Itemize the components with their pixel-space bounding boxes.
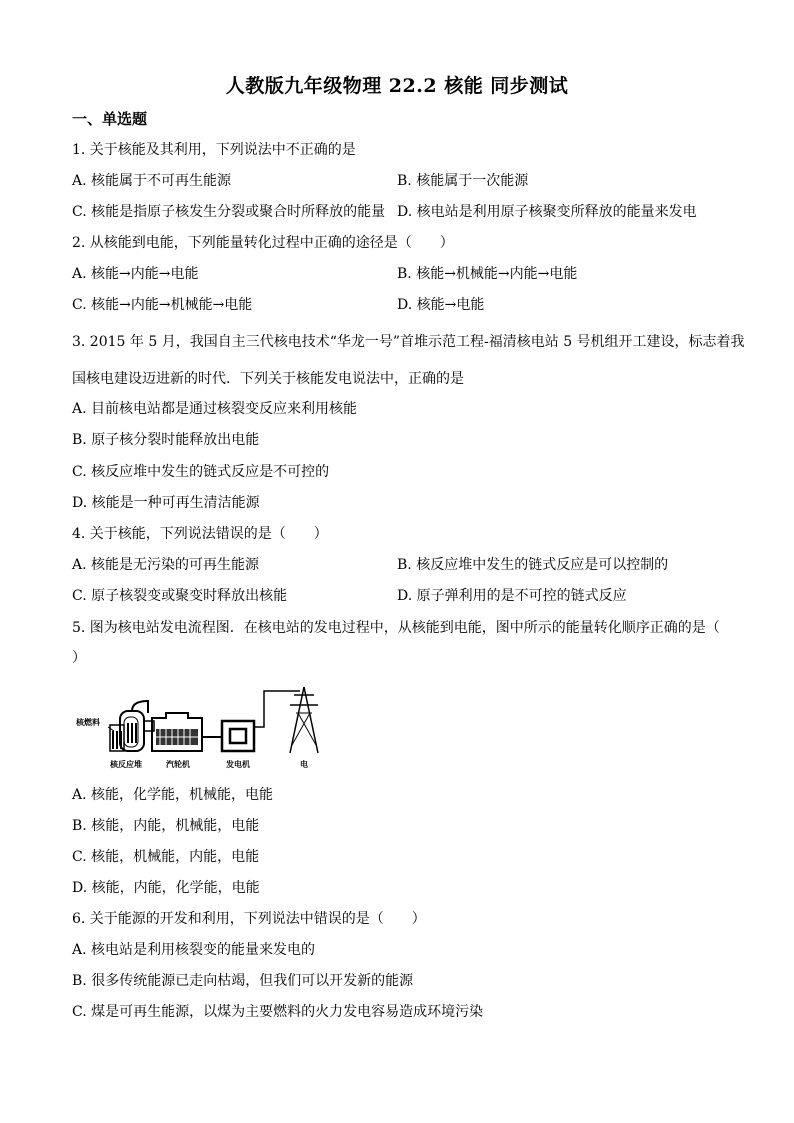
diagram-label-power: 电	[300, 760, 308, 769]
question-5-option-b[interactable]: B. 核能，内能，机械能，电能	[72, 818, 260, 834]
question-5-stem-line2: ）	[72, 650, 86, 666]
question-1-option-c[interactable]: C. 核能是指原子核发生分裂或聚合时所释放的能量	[72, 204, 386, 220]
question-2-option-c[interactable]: C. 核能→内能→机械能→电能	[72, 297, 253, 313]
question-5-option-c[interactable]: C. 核能，机械能，内能，电能	[72, 849, 260, 865]
question-4-option-c[interactable]: C. 原子核裂变或聚变时释放出核能	[72, 588, 288, 604]
question-5-option-d[interactable]: D. 核能，内能，化学能，电能	[72, 880, 260, 896]
question-2-stem: 2. 从核能到电能，下列能量转化过程中正确的途径是（ ）	[72, 235, 454, 251]
question-3-option-c[interactable]: C. 核反应堆中发生的链式反应是不可控的	[72, 464, 330, 480]
document-title: 人教版九年级物理 22.2 核能 同步测试	[225, 75, 569, 97]
question-1-option-d[interactable]: D. 核电站是利用原子核聚变所释放的能量来发电	[397, 204, 697, 220]
question-4-option-a[interactable]: A. 核能是无污染的可再生能源	[72, 557, 260, 573]
question-6-option-a[interactable]: A. 核电站是利用核裂变的能量来发电的	[72, 942, 316, 958]
diagram-label-turbine: 汽轮机	[166, 760, 190, 769]
diagram-label-generator: 发电机	[226, 760, 250, 769]
question-6-option-c[interactable]: C. 煤是可再生能源，以煤为主要燃料的火力发电容易造成环境污染	[72, 1004, 484, 1020]
question-5-stem-line1: 5. 图为核电站发电流程图．在核电站的发电过程中，从核能到电能，图中所示的能量转化顺序正确的是（	[72, 620, 720, 636]
question-3-option-d[interactable]: D. 核能是一种可再生清洁能源	[72, 495, 260, 511]
question-6-stem: 6. 关于能源的开发和利用，下列说法中错误的是（ ）	[72, 911, 426, 927]
nuclear-power-flow-diagram	[72, 683, 342, 773]
question-4-option-b[interactable]: B. 核反应堆中发生的链式反应是可以控制的	[397, 557, 669, 573]
diagram-label-fuel: 核燃料	[76, 718, 100, 727]
power-tower-figure	[290, 687, 318, 753]
question-1-stem: 1. 关于核能及其利用，下列说法中不正确的是	[72, 142, 356, 158]
question-4-option-d[interactable]: D. 原子弹利用的是不可控的链式反应	[397, 588, 627, 604]
question-2-option-a[interactable]: A. 核能→内能→电能	[72, 266, 199, 282]
question-6-option-b[interactable]: B. 很多传统能源已走向枯竭，但我们可以开发新的能源	[72, 973, 414, 989]
question-2-option-d[interactable]: D. 核能→电能	[397, 297, 485, 313]
question-2-option-b[interactable]: B. 核能→机械能→内能→电能	[397, 266, 578, 282]
turbine-figure	[152, 713, 202, 751]
question-1-option-a[interactable]: A. 核能属于不可再生能源	[72, 173, 232, 189]
question-3-option-b[interactable]: B. 原子核分裂时能释放出电能	[72, 432, 260, 448]
question-4-stem: 4. 关于核能，下列说法错误的是（ ）	[72, 526, 328, 542]
question-1-option-b[interactable]: B. 核能属于一次能源	[397, 173, 529, 189]
section-heading: 一、单选题	[72, 110, 148, 128]
question-3-option-a[interactable]: A. 目前核电站都是通过核裂变反应来利用核能	[72, 401, 358, 417]
reactor-figure	[108, 701, 148, 751]
question-3-stem-line1: 3. 2015 年 5 月，我国自主三代核电技术“华龙一号”首堆示范工程-福清核电站 5 号机组开工建设，标志着我	[72, 334, 745, 350]
question-3-stem-line2: 国核电建设迈进新的时代．下列关于核能发电说法中，正确的是	[72, 371, 464, 387]
diagram-label-reactor: 核反应堆	[110, 760, 142, 769]
question-5-option-a[interactable]: A. 核能，化学能，机械能，电能	[72, 787, 274, 803]
generator-figure	[222, 721, 254, 751]
